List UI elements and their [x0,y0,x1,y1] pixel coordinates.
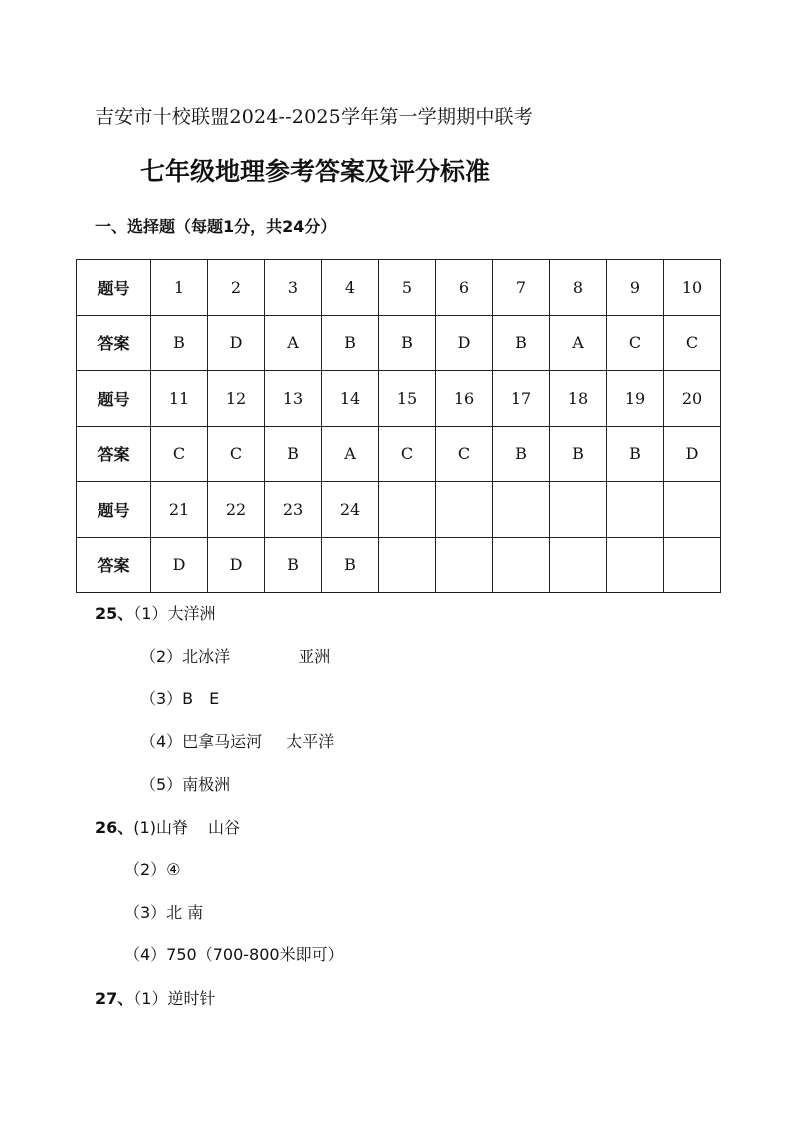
question-number-cell [379,482,436,538]
answer-cell [493,537,550,593]
q25-answer-3: （3）B E [140,689,220,708]
page-title: 七年级地理参考答案及评分标准 [140,157,491,186]
row-label-question-number: 题号 [77,482,151,538]
question-number-cell [550,482,607,538]
q26-answer-4: （4）750（700-800米即可） [124,945,344,964]
answer-cell: D [208,537,265,593]
answer-cell [607,537,664,593]
answer-cell: B [550,426,607,482]
answer-cell: C [208,426,265,482]
answer-cell: B [265,537,322,593]
question-number-cell: 22 [208,482,265,538]
q25-part1 [95,601,215,624]
question-number-cell: 4 [322,260,379,316]
section-heading-choice: 一、选择题（每题1分，共24分） [95,217,337,236]
q26-answer-1b: 山谷 [207,818,240,837]
q26-answer-2: （2）④ [124,860,181,879]
question-number-cell: 3 [265,260,322,316]
q27-part1 [95,986,215,1009]
question-number-cell: 11 [151,371,208,427]
q25-part4 [140,729,334,752]
question-number-cell: 19 [607,371,664,427]
answer-cell: D [208,315,265,371]
answer-cell: D [151,537,208,593]
answer-cell: C [379,426,436,482]
question-number-cell [493,482,550,538]
table-row [77,371,721,427]
q26-answer-1a: (1)山脊 [133,818,188,837]
question-number-cell: 12 [208,371,265,427]
answer-cell: C [436,426,493,482]
q25-answer-2b: 亚洲 [298,647,331,666]
answer-cell: B [265,426,322,482]
table-row [77,537,721,593]
answer-cell [379,537,436,593]
question-number-cell: 16 [436,371,493,427]
row-label-question-number: 题号 [77,260,151,316]
answer-cell: B [493,426,550,482]
answer-cell: B [379,315,436,371]
answer-cell: D [436,315,493,371]
q25-answer-4a: （4）巴拿马运河 [140,732,263,751]
answer-cell: A [265,315,322,371]
question-number-cell: 18 [550,371,607,427]
question-number-cell: 13 [265,371,322,427]
q26-number: 26、 [95,818,134,837]
table-row [77,260,721,316]
q25-answer-1: （1）大洋洲 [133,604,216,623]
answer-cell [664,537,721,593]
answer-table [76,259,721,593]
answer-cell: B [151,315,208,371]
row-label-question-number: 题号 [77,371,151,427]
row-label-answer: 答案 [77,426,151,482]
answer-cell [436,537,493,593]
table-row [77,315,721,371]
question-number-cell: 2 [208,260,265,316]
question-number-cell [607,482,664,538]
q26-answer-3: （3）北 南 [124,903,204,922]
row-label-answer: 答案 [77,537,151,593]
answer-cell: B [322,537,379,593]
question-number-cell: 5 [379,260,436,316]
question-number-cell: 7 [493,260,550,316]
q26-part1 [95,815,240,838]
question-number-cell: 15 [379,371,436,427]
answer-cell: C [607,315,664,371]
answer-cell [550,537,607,593]
question-number-cell: 20 [664,371,721,427]
question-number-cell: 9 [607,260,664,316]
question-number-cell: 23 [265,482,322,538]
question-number-cell: 17 [493,371,550,427]
question-number-cell: 6 [436,260,493,316]
answer-cell: B [607,426,664,482]
answer-cell: A [322,426,379,482]
q25-answer-5: （5）南极洲 [140,775,231,794]
answer-cell: D [664,426,721,482]
q25-part2 [140,644,330,667]
q25-number: 25、 [95,604,134,623]
answer-cell: C [151,426,208,482]
table-row [77,426,721,482]
q27-answer-1: （1）逆时针 [133,989,216,1008]
question-number-cell [664,482,721,538]
question-number-cell: 21 [151,482,208,538]
question-number-cell: 10 [664,260,721,316]
q25-answer-2a: （2）北冰洋 [140,647,231,666]
row-label-answer: 答案 [77,315,151,371]
table-row [77,482,721,538]
q25-answer-4b: 太平洋 [286,732,335,751]
answer-cell: B [493,315,550,371]
q27-number: 27、 [95,989,134,1008]
question-number-cell [436,482,493,538]
exam-header: 吉安市十校联盟2024--2025学年第一学期期中联考 [95,106,533,128]
question-number-cell: 8 [550,260,607,316]
answer-cell: B [322,315,379,371]
question-number-cell: 1 [151,260,208,316]
answer-cell: A [550,315,607,371]
question-number-cell: 14 [322,371,379,427]
answer-cell: C [664,315,721,371]
question-number-cell: 24 [322,482,379,538]
